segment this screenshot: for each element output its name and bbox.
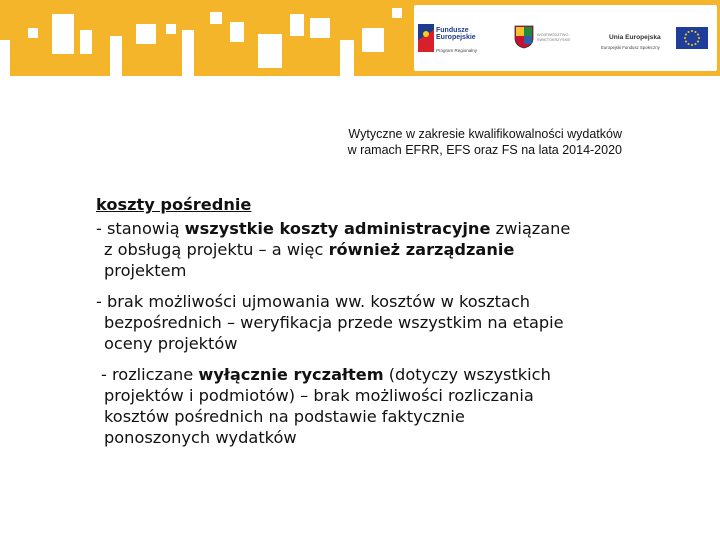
item2-line2: bezpośrednich – weryfikacja przede wszystkim na etapie bbox=[104, 313, 564, 332]
item3-line4: ponoszonych wydatków bbox=[104, 428, 297, 447]
woj-logo-text bbox=[537, 33, 571, 42]
fe-logo-text bbox=[436, 27, 476, 41]
item2-line3: oceny projektów bbox=[104, 334, 238, 353]
item3-line2: projektów i podmiotów) – brak możliwości rozliczania bbox=[104, 386, 534, 405]
item1-line3: projektem bbox=[104, 261, 187, 280]
item1-bold: wszystkie koszty administracyjne bbox=[184, 219, 491, 238]
woj-logo-line2: ŚWIĘTOKRZYSKIE bbox=[537, 37, 571, 42]
ue-logo-name: Unia Europejska bbox=[609, 34, 661, 41]
slide-content bbox=[96, 194, 656, 458]
document-title bbox=[260, 126, 622, 158]
decor-block bbox=[52, 14, 74, 54]
decor-block bbox=[392, 8, 402, 18]
fundusze-europejskie-logo-icon bbox=[418, 24, 434, 52]
fe-logo-line2: Europejskie bbox=[436, 34, 476, 41]
item1-line2 bbox=[96, 239, 656, 260]
list-item bbox=[96, 291, 656, 354]
logo-bar bbox=[414, 5, 717, 71]
item1-bold: również zarządzanie bbox=[328, 240, 515, 259]
item3-text: (dotyczy wszystkich bbox=[383, 365, 551, 384]
document-title-line1: Wytyczne w zakresie kwalifikowalności wydatków bbox=[348, 127, 622, 141]
item2-line1: - brak możliwości ujmowania ww. kosztów w kosztach bbox=[96, 292, 531, 311]
decor-block bbox=[290, 14, 304, 36]
woj-logo-line1: WOJEWÓDZTWO bbox=[537, 33, 569, 37]
decor-block bbox=[230, 22, 244, 42]
fe-logo-line1: Fundusze bbox=[436, 27, 469, 34]
decor-block bbox=[110, 36, 122, 76]
item1-text: z obsługą projektu – a więc bbox=[104, 240, 329, 259]
decor-block bbox=[258, 34, 282, 68]
section-heading: koszty pośrednie bbox=[96, 195, 252, 214]
item3-line3: kosztów pośrednich na podstawie faktycznie bbox=[104, 407, 465, 426]
item1-text: związane bbox=[490, 219, 571, 238]
list-item bbox=[96, 364, 656, 448]
item1-line1 bbox=[96, 218, 656, 239]
ue-logo-sub: Europejski Fundusz Społeczny bbox=[601, 45, 660, 50]
item3-text: - rozliczane bbox=[101, 365, 199, 384]
decor-block bbox=[182, 30, 194, 76]
coat-of-arms-icon bbox=[514, 25, 534, 49]
decor-block bbox=[340, 40, 354, 76]
decor-block bbox=[166, 24, 176, 34]
decor-block bbox=[310, 18, 330, 38]
decor-block bbox=[136, 24, 156, 44]
document-title-line2: w ramach EFRR, EFS oraz FS na lata 2014-2020 bbox=[347, 143, 622, 157]
decor-block bbox=[80, 30, 92, 54]
item1-text: - stanowią bbox=[96, 219, 185, 238]
decor-block bbox=[210, 12, 222, 24]
decor-block bbox=[28, 28, 38, 38]
decor-block bbox=[0, 40, 10, 76]
item3-line1 bbox=[96, 364, 656, 385]
decor-block bbox=[362, 28, 384, 52]
item3-bold: wyłącznie ryczałtem bbox=[198, 365, 384, 384]
list-item bbox=[96, 218, 656, 281]
eu-flag-icon bbox=[676, 27, 708, 49]
fe-logo-sub: Program Regionalny bbox=[436, 48, 478, 53]
header-band bbox=[0, 0, 720, 76]
